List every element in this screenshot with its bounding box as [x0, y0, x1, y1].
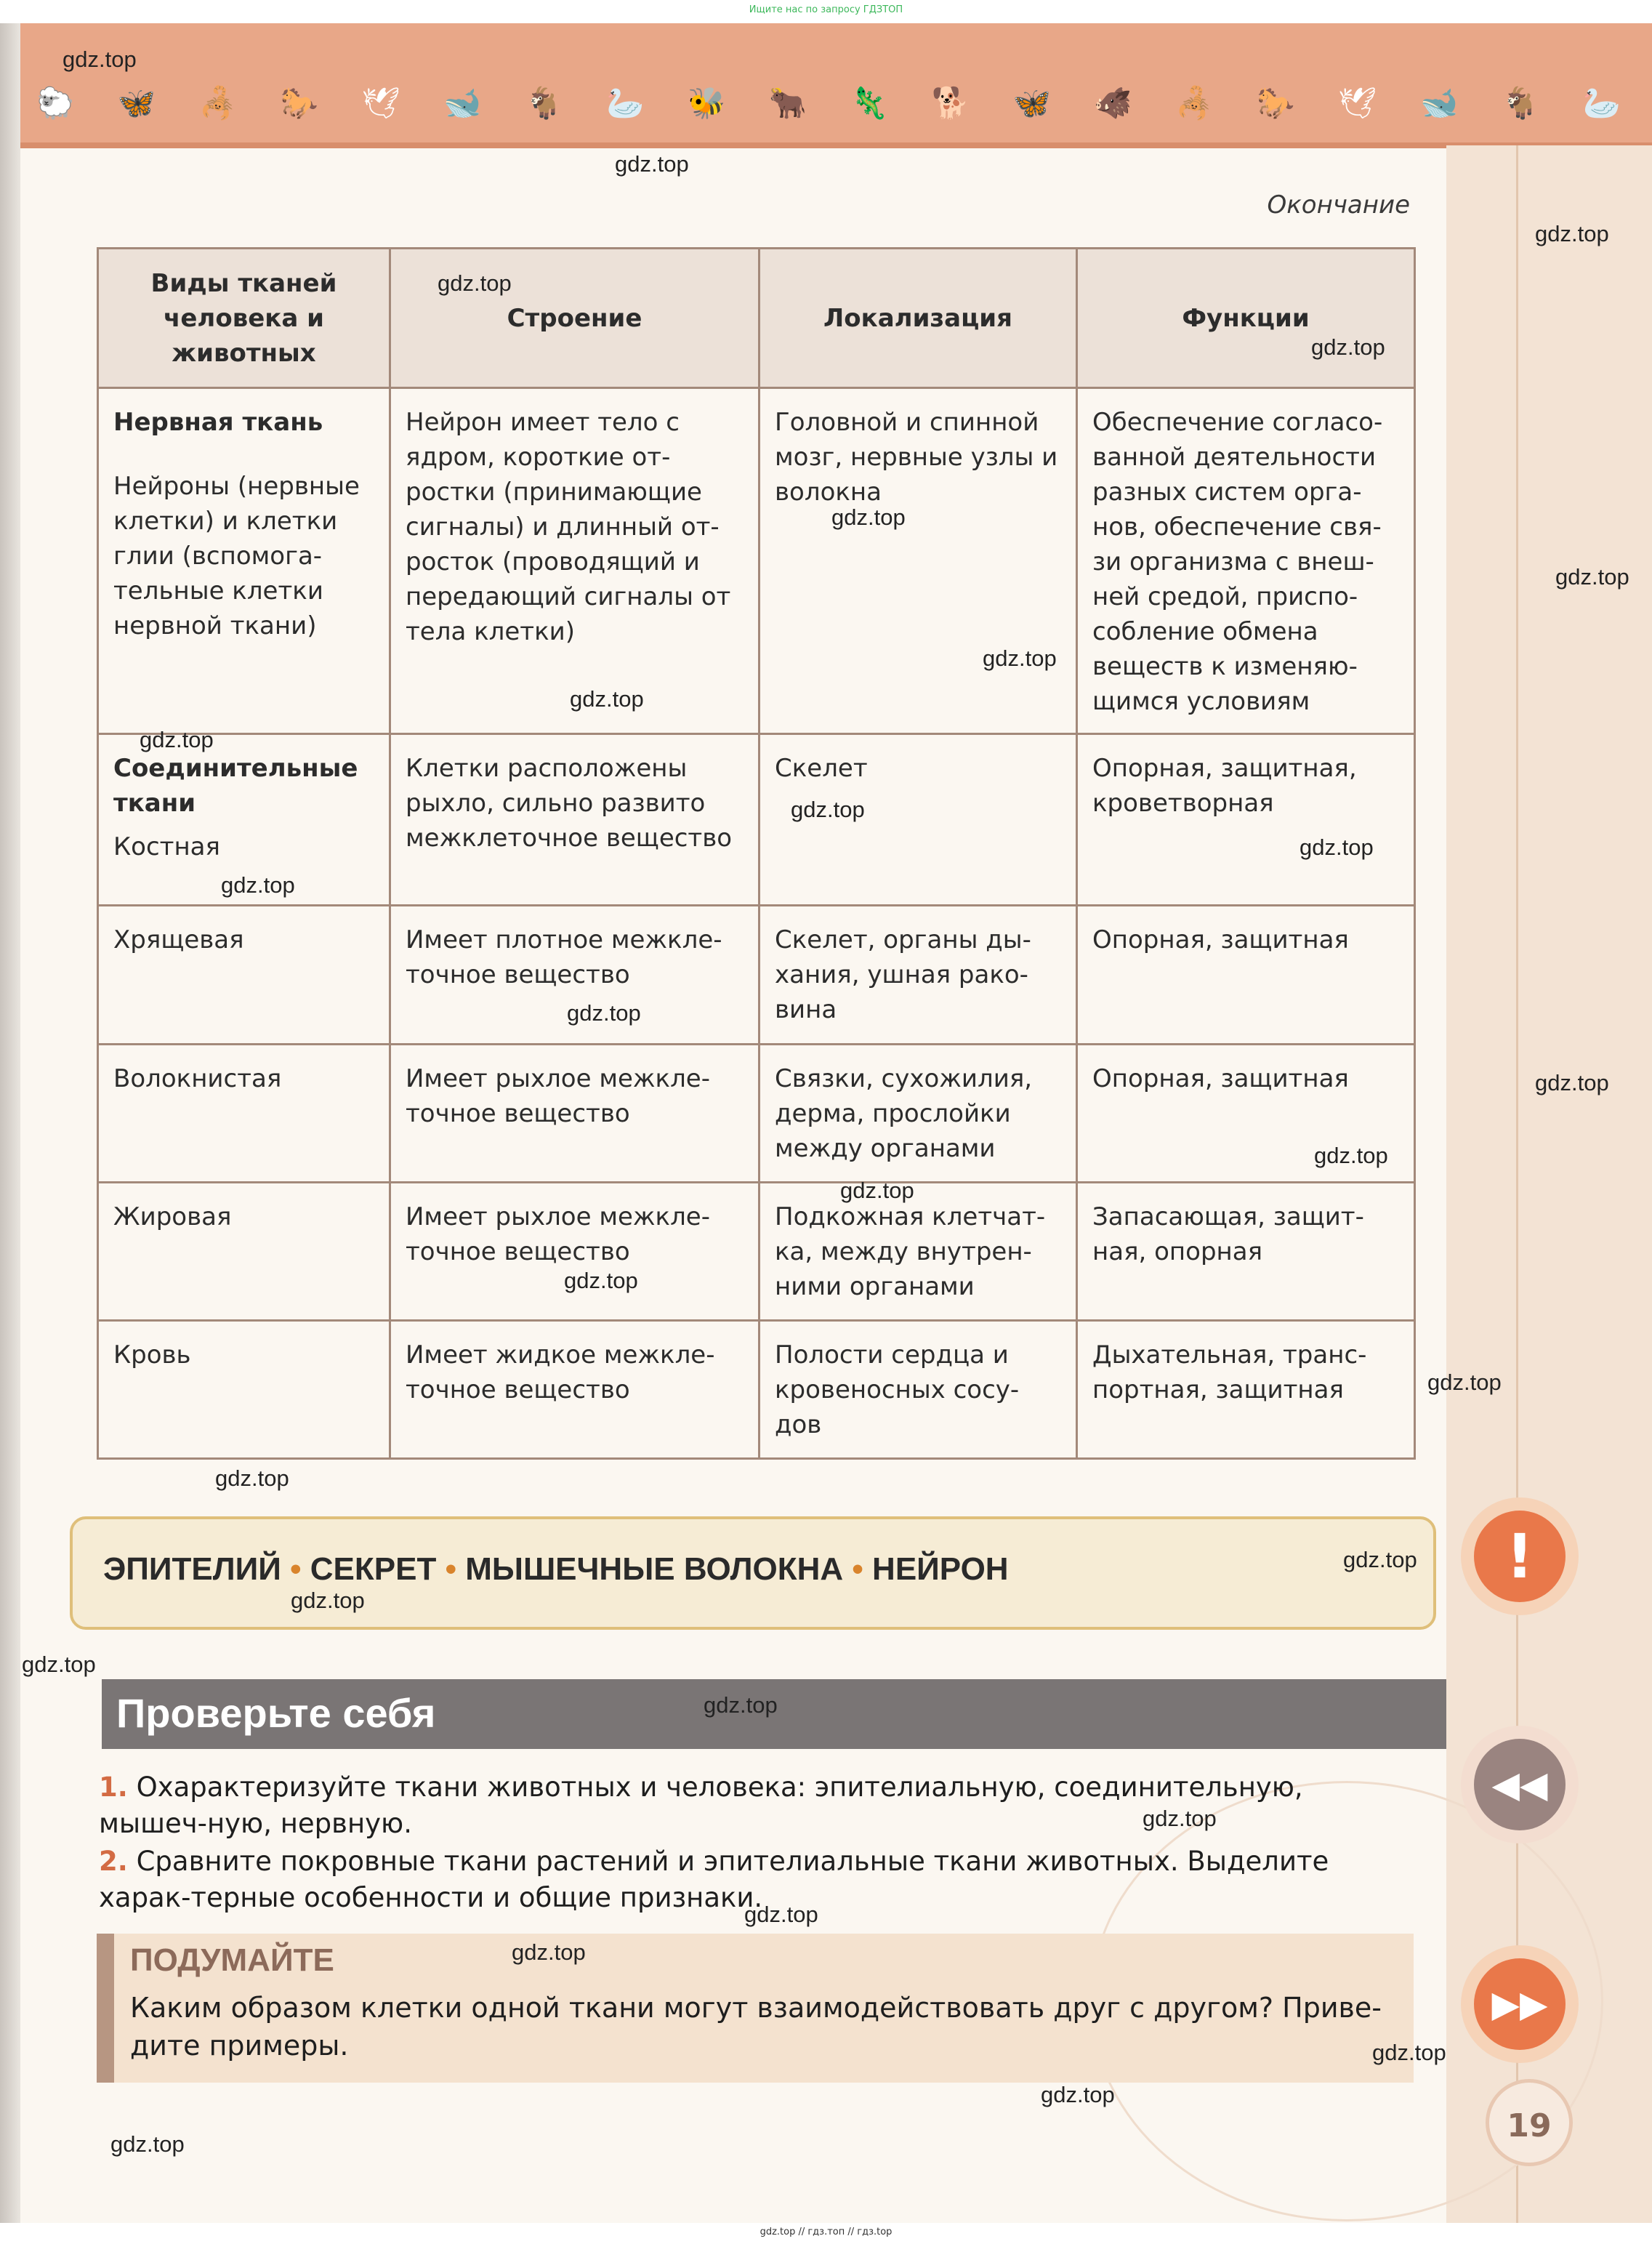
function-cell: Запасающая, защит-ная, опорная [1077, 1183, 1415, 1321]
header-location: Локализация [759, 249, 1077, 388]
continuation-label: Окончание [1267, 190, 1410, 220]
watermark: gdz.top [291, 1588, 365, 1613]
table-row [98, 906, 1415, 1045]
bottom-notice: gdz.top // гдз.топ // гдз.top [759, 2227, 893, 2237]
bird-icon: 🦢 [1582, 85, 1621, 121]
tissue-table [97, 247, 1416, 1460]
watermark: gdz.top [1535, 1070, 1609, 1095]
structure-cell: Клетки расположены рыхло, сильно развито межклеточное вещество [390, 734, 759, 906]
bird-icon: 🦢 [606, 85, 645, 121]
question-text: Сравните покровные ткани растений и эпителиальные ткани животных. Выделите харак-терные особенности и общие признаки. [99, 1846, 1329, 1913]
table-row [98, 1183, 1415, 1321]
watermark: gdz.top [983, 646, 1057, 671]
tissue-type-cell: Кровь [98, 1321, 390, 1459]
tissue-title: Нервная ткань [113, 408, 323, 437]
location-cell: Связки, сухожилия, дерма, прослойки между органами [759, 1045, 1077, 1183]
keyword: СЕКРЕТ [310, 1551, 437, 1587]
forward-button[interactable] [1461, 1945, 1579, 2063]
animal-icon: 🐑 [36, 85, 75, 121]
lizard-icon: 🦎 [850, 85, 889, 121]
insect-icon: 🐝 [688, 85, 726, 121]
keyword-line [103, 1551, 1009, 1588]
animal-icon: 🐕 [931, 85, 970, 121]
animal-icon: 🐂 [768, 85, 807, 121]
watermark: gdz.top [110, 2131, 185, 2157]
keywords-box [70, 1516, 1436, 1630]
watermark: gdz.top [704, 1692, 778, 1718]
table-row [98, 1045, 1415, 1183]
watermark: gdz.top [438, 270, 512, 296]
header-tissue-type: Виды тканей человека и животных [98, 249, 390, 388]
watermark: gdz.top [63, 47, 137, 72]
watermark: gdz.top [215, 1465, 289, 1491]
structure-cell: Имеет плотное межкле-точное вещество [390, 906, 759, 1045]
watermark: gdz.top [1311, 334, 1385, 360]
question-text: Охарактеризуйте ткани животных и человека: эпителиальную, соединительную, мышеч-ную, нервную. [99, 1772, 1303, 1839]
think-box [97, 1934, 1414, 2083]
header-structure: Строение [390, 249, 759, 388]
watermark: gdz.top [512, 1939, 586, 1965]
keyword-separator: • [290, 1551, 302, 1587]
watermark: gdz.top [22, 1652, 96, 1677]
keyword-separator: • [445, 1551, 456, 1587]
watermark: gdz.top [1041, 2082, 1115, 2107]
animal-icon: 🐗 [1094, 85, 1132, 121]
whale-icon: 🐋 [1419, 85, 1459, 121]
structure-cell: Имеет рыхлое межкле-точное вещество [390, 1183, 759, 1321]
bird-icon: 🕊 [361, 85, 400, 121]
watermark: gdz.top [744, 1902, 818, 1927]
question-number: 2. [99, 1846, 128, 1877]
structure-cell: Имеет жидкое межкле-точное вещество [390, 1321, 759, 1459]
tissue-subtype: Нейроны (нервные клетки) и клетки глии (вспомога-тельные клетки нервной ткани) [113, 472, 360, 640]
tissue-type-cell [98, 388, 390, 734]
table-row [98, 388, 1415, 734]
exclamation-icon: ! [1474, 1511, 1566, 1602]
function-cell: Опорная, защитная [1077, 906, 1415, 1045]
scorpion-icon: 🦂 [1175, 85, 1214, 121]
location-cell: Скелет, органы ды-хания, ушная рако-вина [759, 906, 1077, 1045]
bottom-notice-strip [0, 2223, 1652, 2244]
keyword: НЕЙРОН [872, 1551, 1009, 1587]
keyword: ЭПИТЕЛИЙ [103, 1551, 281, 1587]
table-row [98, 734, 1415, 906]
horse-icon: 🐎 [1257, 85, 1295, 121]
butterfly-icon: 🦋 [1012, 85, 1051, 121]
important-button[interactable] [1461, 1497, 1579, 1615]
page-binding-edge [0, 23, 20, 2226]
structure-cell: Нейрон имеет тело с ядром, короткие от-ростки (принимающие сигналы) и длинный от-росток (проводящий и передающий сигналы от тела клетки) [390, 388, 759, 734]
tissue-type-cell: Волокнистая [98, 1045, 390, 1183]
watermark: gdz.top [1343, 1547, 1417, 1572]
animal-icon: 🐐 [1501, 85, 1540, 121]
top-notice: Ищите нас по запросу ГДЗТОП [749, 4, 903, 15]
watermark: gdz.top [1143, 1806, 1217, 1831]
table-header-row [98, 249, 1415, 388]
tissue-type-cell: Хрящевая [98, 906, 390, 1045]
location-cell: Скелет [759, 734, 1077, 906]
function-cell: Опорная, защитная, кроветворная [1077, 734, 1415, 906]
function-cell: Дыхательная, транс-портная, защитная [1077, 1321, 1415, 1459]
header-function: Функции [1077, 249, 1415, 388]
function-cell: Опорная, защитная [1077, 1045, 1415, 1183]
watermark: gdz.top [1555, 564, 1629, 590]
scorpion-icon: 🦂 [198, 85, 238, 121]
think-accent-bar [97, 1934, 114, 2083]
location-cell: Полости сердца и кровеносных сосу-дов [759, 1321, 1077, 1459]
keyword-separator: • [852, 1551, 863, 1587]
structure-cell: Имеет рыхлое межкле-точное вещество [390, 1045, 759, 1183]
think-text: Каким образом клетки одной ткани могут взаимодействовать друг с другом? Приве-дите примеры. [130, 1992, 1382, 2062]
animal-icon: 🐐 [525, 85, 563, 121]
table-row [98, 1321, 1415, 1459]
watermark: gdz.top [791, 797, 865, 822]
location-cell: Подкожная клетчат-ка, между внутрен-ними органами [759, 1183, 1077, 1321]
function-cell: Обеспечение согласо-ванной деятельности разных систем орга-нов, обеспечение свя-зи организма с внеш-ней средой, приспо-собление обмена веществ к изменяю-щимся условиям [1077, 388, 1415, 734]
watermark: gdz.top [1427, 1370, 1502, 1395]
page-number: 19 [1486, 2079, 1573, 2166]
watermark: gdz.top [840, 1178, 914, 1203]
think-title: ПОДУМАЙТЕ [130, 1942, 334, 1978]
tissue-subtype: Костная [113, 832, 220, 861]
watermark: gdz.top [615, 151, 689, 177]
animal-silhouettes [36, 81, 1621, 125]
watermark: gdz.top [1535, 221, 1609, 246]
tissue-type-cell: Жировая [98, 1183, 390, 1321]
rewind-icon: ◀◀ [1474, 1739, 1566, 1830]
keyword: МЫШЕЧНЫЕ ВОЛОКНА [465, 1551, 844, 1587]
fast-forward-icon: ▶▶ [1474, 1958, 1566, 2050]
watermark: gdz.top [221, 872, 295, 898]
bird-icon: 🕊 [1338, 85, 1377, 121]
horse-icon: 🐎 [280, 85, 318, 121]
watermark: gdz.top [1372, 2040, 1446, 2065]
watermark: gdz.top [567, 1000, 641, 1026]
check-yourself-title: Проверьте себя [116, 1690, 436, 1736]
watermark: gdz.top [570, 686, 644, 712]
tissue-title: Соединительные ткани [113, 754, 358, 818]
watermark: gdz.top [564, 1268, 638, 1293]
back-button[interactable] [1461, 1726, 1579, 1843]
watermark: gdz.top [140, 727, 214, 752]
location-cell: Головной и спинной мозг, нервные узлы и волокна [759, 388, 1077, 734]
watermark: gdz.top [831, 504, 906, 530]
header-banner-edge [20, 142, 1652, 148]
top-notice-strip [0, 0, 1652, 23]
butterfly-icon: 🦋 [117, 85, 156, 121]
question-number: 1. [99, 1772, 128, 1803]
whale-icon: 🐋 [443, 85, 482, 121]
watermark: gdz.top [1300, 835, 1374, 860]
watermark: gdz.top [1314, 1143, 1388, 1168]
